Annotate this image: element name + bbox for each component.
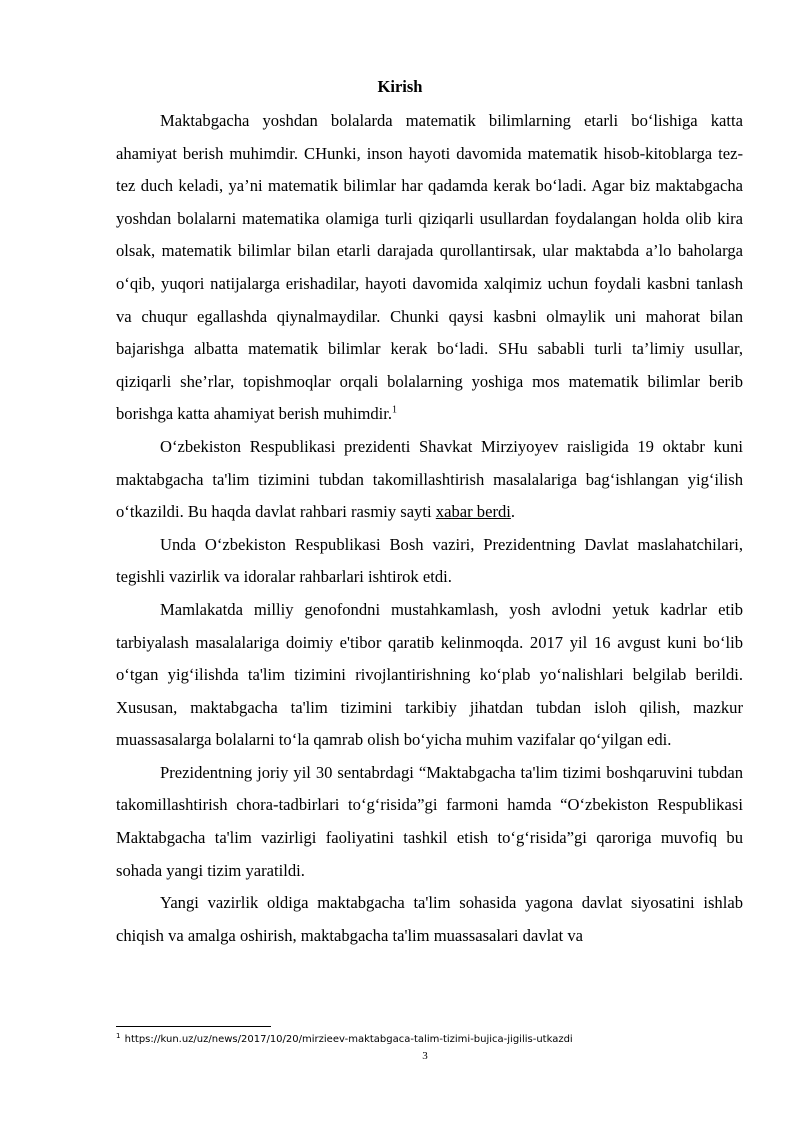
page-number: 3 <box>422 1050 428 1062</box>
footnote-reference[interactable]: 1 <box>392 404 398 416</box>
paragraph-decree: Prezidentning joriy yil 30 sentabrdagi “Maktabgacha ta'lim tizimi boshqaruvini tubdan takomillashtirish chora-tadbirlari to‘g‘risida”gi farmoni hamda “O‘zbekiston Respublikasi Maktabgacha ta'lim vazirligi faoliyatini tashkil etish to‘g‘risida”gi qaroriga muvofiq bu sohada yangi tizim yaratildi. <box>116 762 743 880</box>
footnote-number: 1 <box>116 1031 121 1040</box>
footnote-url[interactable]: https://kun.uz/uz/news/2017/10/20/mirzieev-maktabgaca-talim-tizimi-bujica-jigilis-utkazdi <box>124 1034 573 1045</box>
paragraph-meeting-end: . <box>510 502 516 522</box>
section-heading: Kirish <box>377 77 423 96</box>
paragraph-participants: Unda O‘zbekiston Respublikasi Bosh vaziri, Prezidentning Davlat maslahatchilari, tegishli vazirlik va idoralar rahbarlari ishtirok etdi. <box>116 534 743 587</box>
paragraph-intro-text: Maktabgacha yoshdan bolalarda matematik bilimlarning etarli bo‘lishiga katta ahamiyat berish muhimdir. CHunki, inson hayoti davomida matematik hisob-kitoblarga tez- tez duch keladi, ya’ni matematik bilimlar har qadamda kerak bo‘ladi. Agar biz maktabgacha yoshdan bolalarni matematika olamiga turli qiziqarli usullardan foydalangan holda olib kira olsak, matematik bilimlar bilan etarli darajada qurollantirsak, ular maktabda a’lo baholarga o‘qib, yuqori natijalarga erishadilar, hayoti davomida xalqimiz uchun foydali kasbni tanlash va chuqur egallashda qiynalmaydilar. Chunki qaysi kasbni olmaylik uni mahorat bilan bajarishga albatta matematik bilimlar kerak bo‘ladi. SHu sababli turli ta’limiy usullar, qiziqarli she’rlar, topishmoqlar orqali bolalarning yoshiga mos matematik bilimlar berib borishga katta ahamiyat berish muhimdir. <box>116 111 743 424</box>
body-text <box>116 105 743 952</box>
footnote <box>116 1033 756 1046</box>
paragraph-intro <box>116 105 743 431</box>
paragraph-meeting-text: O‘zbekiston Respublikasi prezidenti Shavkat Mirziyoyev raisligida 19 oktabr kuni maktabgacha ta'lim tizimini tubdan takomillashtirish masalalariga bag‘ishlangan yig‘ilish o‘tkazildi. Bu haqda davlat rahbari rasmiy sayti <box>116 436 743 522</box>
paragraph-genofond: Mamlakatda milliy genofondni mustahkamlash, yosh avlodni yetuk kadrlar etib tarbiyalash masalalariga doimiy e'tibor qaratib kelinmoqda. 2017 yil 16 avgust kuni bo‘lib o‘tgan yig‘ilishda ta'lim tizimini rivojlantirishning ko‘plab yo‘nalishlari belgilab berildi. Xususan, maktabgacha ta'lim tizimini tarkibiy jihatdan tubdan isloh qilish, mazkur muassasalarga bolalarni to‘la qamrab olish bo‘yicha muhim vazifalar qo‘yilgan edi. <box>116 599 743 750</box>
footnote-separator <box>116 1026 271 1027</box>
paragraph-ministry: Yangi vazirlik oldiga maktabgacha ta'lim sohasida yagona davlat siyosatini ishlab chiqish va amalga oshirish, maktabgacha ta'lim muassasalari davlat va <box>116 893 743 945</box>
xabar-berdi-link[interactable]: xabar berdi <box>435 502 511 522</box>
paragraph-meeting <box>116 431 743 529</box>
